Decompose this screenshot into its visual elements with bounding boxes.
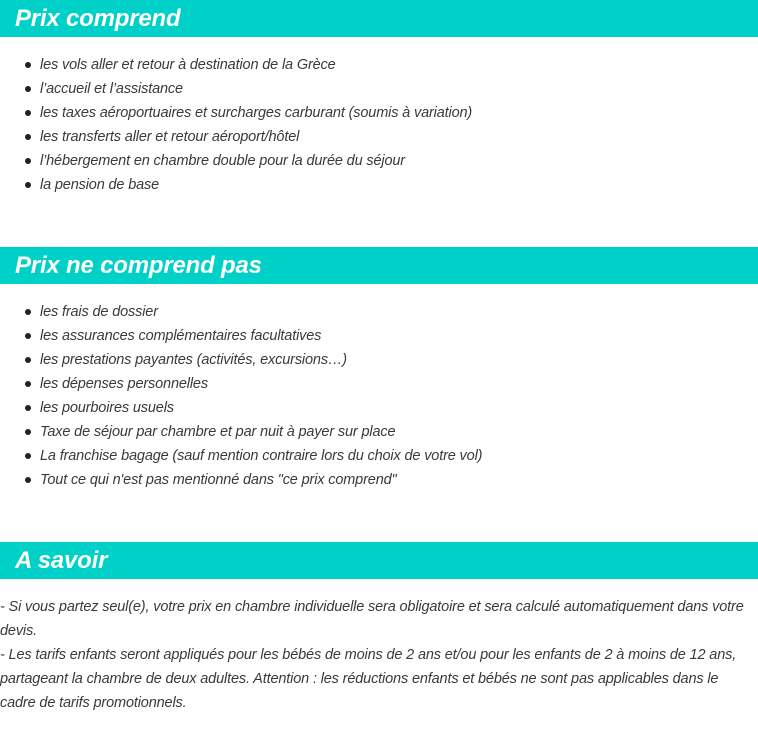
list-item	[0, 324, 740, 348]
list-item-text: les prestations payantes (activités, excursions…)	[40, 352, 347, 368]
bullet-icon	[25, 62, 31, 68]
bullet-icon	[25, 182, 31, 188]
section-title-savoir: A savoir	[15, 547, 108, 574]
list-item-text: l’accueil et l’assistance	[40, 81, 183, 97]
list-item	[0, 420, 740, 444]
list-item	[0, 149, 740, 173]
bullet-icon	[25, 86, 31, 92]
list-item	[0, 125, 740, 149]
list-item-text: les pourboires usuels	[40, 400, 174, 416]
bullet-icon	[25, 405, 31, 411]
bullet-icon	[25, 429, 31, 435]
bullet-icon	[25, 110, 31, 116]
list-item-text: Taxe de séjour par chambre et par nuit à payer sur place	[40, 424, 396, 440]
bullet-icon	[25, 453, 31, 459]
list-item	[0, 77, 740, 101]
list-item	[0, 300, 740, 324]
included-list	[0, 53, 740, 197]
section-header-excluded	[0, 247, 758, 284]
section-header-included	[0, 0, 758, 37]
list-item	[0, 53, 740, 77]
savoir-text	[0, 595, 752, 715]
bullet-icon	[25, 477, 31, 483]
list-item-text: les assurances complémentaires facultatives	[40, 328, 322, 344]
list-item	[0, 372, 740, 396]
list-item-text: les taxes aéroportuaires et surcharges carburant (soumis à variation)	[40, 105, 473, 121]
excluded-list	[0, 300, 740, 492]
bullet-icon	[25, 333, 31, 339]
list-item	[0, 348, 740, 372]
list-item-text: les dépenses personnelles	[40, 376, 208, 392]
section-title-excluded: Prix ne comprend pas	[15, 252, 262, 279]
section-title-included: Prix comprend	[15, 5, 181, 32]
list-item-text: les transferts aller et retour aéroport/hôtel	[40, 129, 300, 145]
list-item	[0, 173, 740, 197]
savoir-paragraph: - Si vous partez seul(e), votre prix en chambre individuelle sera obligatoire et sera calculé automatiquement dans votre devis.	[0, 599, 744, 639]
bullet-icon	[25, 134, 31, 140]
list-item-text: les vols aller et retour à destination de la Grèce	[40, 57, 336, 73]
bullet-icon	[25, 381, 31, 387]
section-header-savoir	[0, 542, 758, 579]
list-item	[0, 444, 740, 468]
list-item-text: la pension de base	[40, 177, 160, 193]
list-item	[0, 468, 740, 492]
list-item-text: les frais de dossier	[40, 304, 158, 320]
list-item-text: Tout ce qui n'est pas mentionné dans "ce prix comprend"	[40, 472, 397, 488]
savoir-paragraph: - Les tarifs enfants seront appliqués pour les bébés de moins de 2 ans et/ou pour les enfants de 2 à moins de 12 ans, partageant la chambre de deux adultes. Attention : les réductions enfants et bébés ne sont pas applicables dans le cadre de tarifs promotionnels.	[0, 647, 737, 711]
list-item-text: La franchise bagage (sauf mention contraire lors du choix de votre vol)	[40, 448, 483, 464]
bullet-icon	[25, 357, 31, 363]
bullet-icon	[25, 158, 31, 164]
list-item	[0, 396, 740, 420]
bullet-icon	[25, 309, 31, 315]
list-item	[0, 101, 740, 125]
list-item-text: l’hébergement en chambre double pour la durée du séjour	[40, 153, 405, 169]
